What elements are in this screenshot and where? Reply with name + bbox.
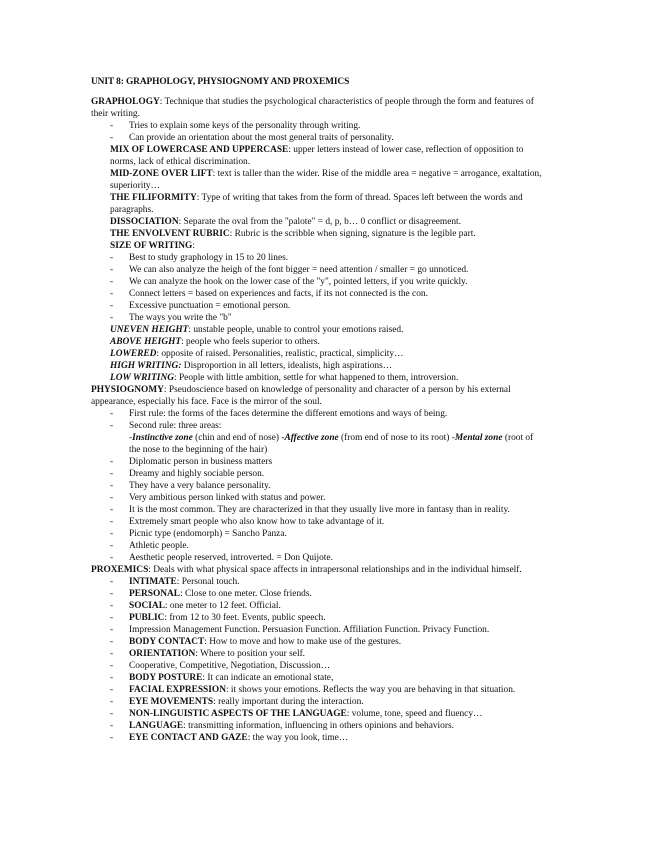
bullet-dash: - xyxy=(110,457,114,467)
bullet-dash: - xyxy=(110,253,114,263)
bullet-dash: - xyxy=(110,121,114,131)
item-def: : Where to position your self. xyxy=(195,649,306,659)
face-zones-text xyxy=(129,433,554,457)
physiognomy-term: PHYSIOGNOMY xyxy=(91,385,164,395)
affective-zone-def: (from end of nose to its root) - xyxy=(338,433,455,443)
item-def: : Personal touch. xyxy=(176,577,240,587)
size-of-writing-term: SIZE OF WRITING xyxy=(110,241,193,251)
mid-zone-term: MID-ZONE OVER LIFT xyxy=(110,169,213,179)
list-item xyxy=(129,637,549,649)
bullet-dash: - xyxy=(110,697,114,707)
list-item xyxy=(129,697,549,709)
bullet-dash: - xyxy=(110,661,114,671)
bullet-dash: - xyxy=(110,637,114,647)
graphology-definition xyxy=(91,97,551,121)
list-item xyxy=(129,613,549,625)
list-item: Very ambitious person linked with status and power. xyxy=(129,493,326,503)
item-term: EYE MOVEMENTS xyxy=(129,697,214,707)
bullet-dash: - xyxy=(110,133,114,143)
dissociation-entry xyxy=(110,217,551,229)
list-item: Picnic type (endomorph) = Sancho Panza. xyxy=(129,529,287,539)
list-item: We can analyze the hook on the lower case of the "y", pointed letters, if you write quickly. xyxy=(129,277,468,287)
mix-case-def: : upper letters instead of lower case, reflection of opposition to norms, lack of ethical discrimination. xyxy=(110,145,524,167)
uneven-height-term: UNEVEN HEIGHT xyxy=(110,325,189,335)
bullet-dash: - xyxy=(110,613,114,623)
item-def: : volume, tone, speed and fluency… xyxy=(346,709,483,719)
zone-dash: - xyxy=(129,433,133,443)
list-item xyxy=(129,721,549,733)
bullet-dash: - xyxy=(110,577,114,587)
item-term: FACIAL EXPRESSION xyxy=(129,685,226,695)
list-item: Diplomatic person in business matters xyxy=(129,457,273,467)
bullet-dash: - xyxy=(110,277,114,287)
item-term: NON-LINGUISTIC ASPECTS OF THE LANGUAGE xyxy=(129,709,347,719)
list-item: The ways you write the "b" xyxy=(129,313,232,323)
mental-zone-def: (root of xyxy=(502,433,534,443)
list-item: Can provide an orientation about the most general traits of personality. xyxy=(129,133,394,143)
bullet-dash: - xyxy=(110,517,114,527)
envolvent-rubric-def: : Rubric is the scribble when signing, signature is the legible part. xyxy=(229,229,476,239)
bullet-dash: - xyxy=(110,265,114,275)
physiognomy-definition xyxy=(91,385,551,409)
item-def: : Close to one meter. Close friends. xyxy=(180,589,312,599)
mental-zone-def-cont: the nose to the beginning of the hair) xyxy=(129,444,268,455)
low-writing-term: LOW WRITING xyxy=(110,373,174,383)
list-item: Second rule: three areas: xyxy=(129,421,222,431)
list-item: First rule: the forms of the faces determine the different emotions and ways of being. xyxy=(129,409,448,419)
list-item: Connect letters = based on experiences and facts, if its not connected is the con. xyxy=(129,289,428,299)
size-of-writing-colon: : xyxy=(192,241,195,251)
bullet-dash: - xyxy=(110,625,114,635)
item-term: BODY POSTURE xyxy=(129,673,203,683)
item-def: : really important during the interaction. xyxy=(213,697,364,707)
bullet-dash: - xyxy=(110,673,114,683)
low-writing-def: : People with little ambition, settle for what happened to them, introversion. xyxy=(174,373,459,383)
item-term: LANGUAGE xyxy=(129,721,184,731)
list-item xyxy=(129,661,549,673)
above-height-def: : people who feels superior to others. xyxy=(181,337,320,347)
item-term: PERSONAL xyxy=(129,589,181,599)
bullet-dash: - xyxy=(110,649,114,659)
lowered-def: : opposite of raised. Personalities, realistic, practical, simplicity… xyxy=(156,349,404,359)
mid-zone-def: : text is taller than the wider. Rise of the middle area = negative = arrogance, exaltation, superiority… xyxy=(110,169,542,191)
mental-zone-term: Mental zone xyxy=(454,433,503,443)
list-item: Extremely smart people who also know how to take advantage of it. xyxy=(129,517,385,527)
low-writing-entry xyxy=(110,373,551,385)
list-item xyxy=(129,577,549,589)
high-writing-entry xyxy=(110,361,551,373)
page-title: UNIT 8: GRAPHOLOGY, PHYSIOGNOMY AND PROXEMICS xyxy=(91,77,350,87)
item-def: : transmitting information, influencing in others opinions and behaviors. xyxy=(183,721,454,731)
proxemics-definition xyxy=(91,565,551,577)
item-def: : it shows your emotions. Reflects the way you are behaving in that situation. xyxy=(225,685,516,695)
graphology-term: GRAPHOLOGY xyxy=(91,97,160,107)
bullet-dash: - xyxy=(110,409,114,419)
item-def: Impression Management Function. Persuasion Function. Affiliation Function. Privacy Function. xyxy=(129,625,490,635)
list-item: Tries to explain some keys of the personality through writing. xyxy=(129,121,361,131)
filiformity-entry xyxy=(110,193,551,217)
list-item: They have a very balance personality. xyxy=(129,481,271,491)
item-term: BODY CONTACT xyxy=(129,637,205,647)
bullet-dash: - xyxy=(110,601,114,611)
bullet-dash: - xyxy=(110,481,114,491)
list-item: It is the most common. They are characterized in that they usually live more in fantasy than in reality. xyxy=(129,505,510,515)
filiformity-term: THE FILIFORMITY xyxy=(110,193,197,203)
item-def: Cooperative, Competitive, Negotiation, Discussion… xyxy=(129,661,331,671)
bullet-dash: - xyxy=(110,721,114,731)
item-def: : It can indicate an emotional state, xyxy=(202,673,334,683)
list-item: We can also analyze the heigh of the font bigger = need attention / smaller = go unnoticed. xyxy=(129,265,469,275)
mix-case-entry xyxy=(110,145,551,169)
list-item xyxy=(129,685,549,697)
high-writing-term: HIGH WRITING: xyxy=(110,361,182,371)
list-item: Excessive punctuation = emotional person. xyxy=(129,301,291,311)
item-term: EYE CONTACT AND GAZE xyxy=(129,733,248,743)
item-term: ORIENTATION xyxy=(129,649,196,659)
proxemics-def: : Deals with what physical space affects in intrapersonal relationships and in the individual himself. xyxy=(148,565,522,575)
list-item xyxy=(129,589,549,601)
bullet-dash: - xyxy=(110,313,114,323)
physiognomy-def: : Pseudoscience based on knowledge of personality and character of a person by his external appearance, especially his face. Face is the mirror of the soul. xyxy=(91,385,511,407)
bullet-dash: - xyxy=(110,421,114,431)
lowered-entry xyxy=(110,349,551,361)
proxemics-term: PROXEMICS xyxy=(91,565,149,575)
envolvent-rubric-entry xyxy=(110,229,551,241)
above-height-term: ABOVE HEIGHT xyxy=(110,337,182,347)
list-item xyxy=(129,601,549,613)
item-def: : the way you look, time… xyxy=(247,733,349,743)
item-def: : How to move and how to make use of the gestures. xyxy=(204,637,402,647)
high-writing-def: Disproportion in all letters, idealists, high aspirations… xyxy=(181,361,393,371)
list-item xyxy=(129,709,549,721)
bullet-dash: - xyxy=(110,529,114,539)
uneven-height-entry xyxy=(110,325,551,337)
item-def: : one meter to 12 feet. Official. xyxy=(164,601,281,611)
list-item: Aesthetic people reserved, introverted. = Don Quijote. xyxy=(129,553,333,563)
list-item: Athletic people. xyxy=(129,541,189,551)
bullet-dash: - xyxy=(110,289,114,299)
list-item xyxy=(129,649,549,661)
list-item: Dreamy and highly sociable person. xyxy=(129,469,265,479)
above-height-entry xyxy=(110,337,551,349)
item-term: INTIMATE xyxy=(129,577,177,587)
lowered-term: LOWERED xyxy=(110,349,157,359)
affective-zone-term: Affective zone xyxy=(284,433,339,443)
list-item: Best to study graphology in 15 to 20 lines. xyxy=(129,253,289,263)
bullet-dash: - xyxy=(110,301,114,311)
bullet-dash: - xyxy=(110,709,114,719)
bullet-dash: - xyxy=(110,505,114,515)
bullet-dash: - xyxy=(110,469,114,479)
list-item xyxy=(129,733,549,745)
mid-zone-entry xyxy=(110,169,551,193)
mix-case-term: MIX OF LOWERCASE AND UPPERCASE xyxy=(110,145,289,155)
item-term: PUBLIC xyxy=(129,613,165,623)
filiformity-def: : Type of writing that takes from the form of thread. Spaces left between the words and paragraphs. xyxy=(110,193,523,215)
graphology-def: : Technique that studies the psychological characteristics of people through the form and features of their writing. xyxy=(91,97,534,119)
bullet-dash: - xyxy=(110,733,114,743)
bullet-dash: - xyxy=(110,553,114,563)
item-def: : from 12 to 30 feet. Events, public speech. xyxy=(164,613,326,623)
bullet-dash: - xyxy=(110,589,114,599)
bullet-dash: - xyxy=(110,493,114,503)
list-item xyxy=(129,625,549,637)
instinctive-zone-term: Instinctive zone xyxy=(132,433,193,443)
size-of-writing-heading xyxy=(110,241,551,253)
uneven-height-def: : unstable people, unable to control your emotions raised. xyxy=(188,325,404,335)
list-item xyxy=(129,673,549,685)
instinctive-zone-def: (chin and end of nose) - xyxy=(192,433,285,443)
bullet-dash: - xyxy=(110,541,114,551)
dissociation-term: DISSOCIATION xyxy=(110,217,179,227)
dissociation-def: : Separate the oval from the "palote" = d, p, b… 0 conflict or disagreement. xyxy=(178,217,461,227)
envolvent-rubric-term: THE ENVOLVENT RUBRIC xyxy=(110,229,230,239)
item-term: SOCIAL xyxy=(129,601,165,611)
bullet-dash: - xyxy=(110,685,114,695)
